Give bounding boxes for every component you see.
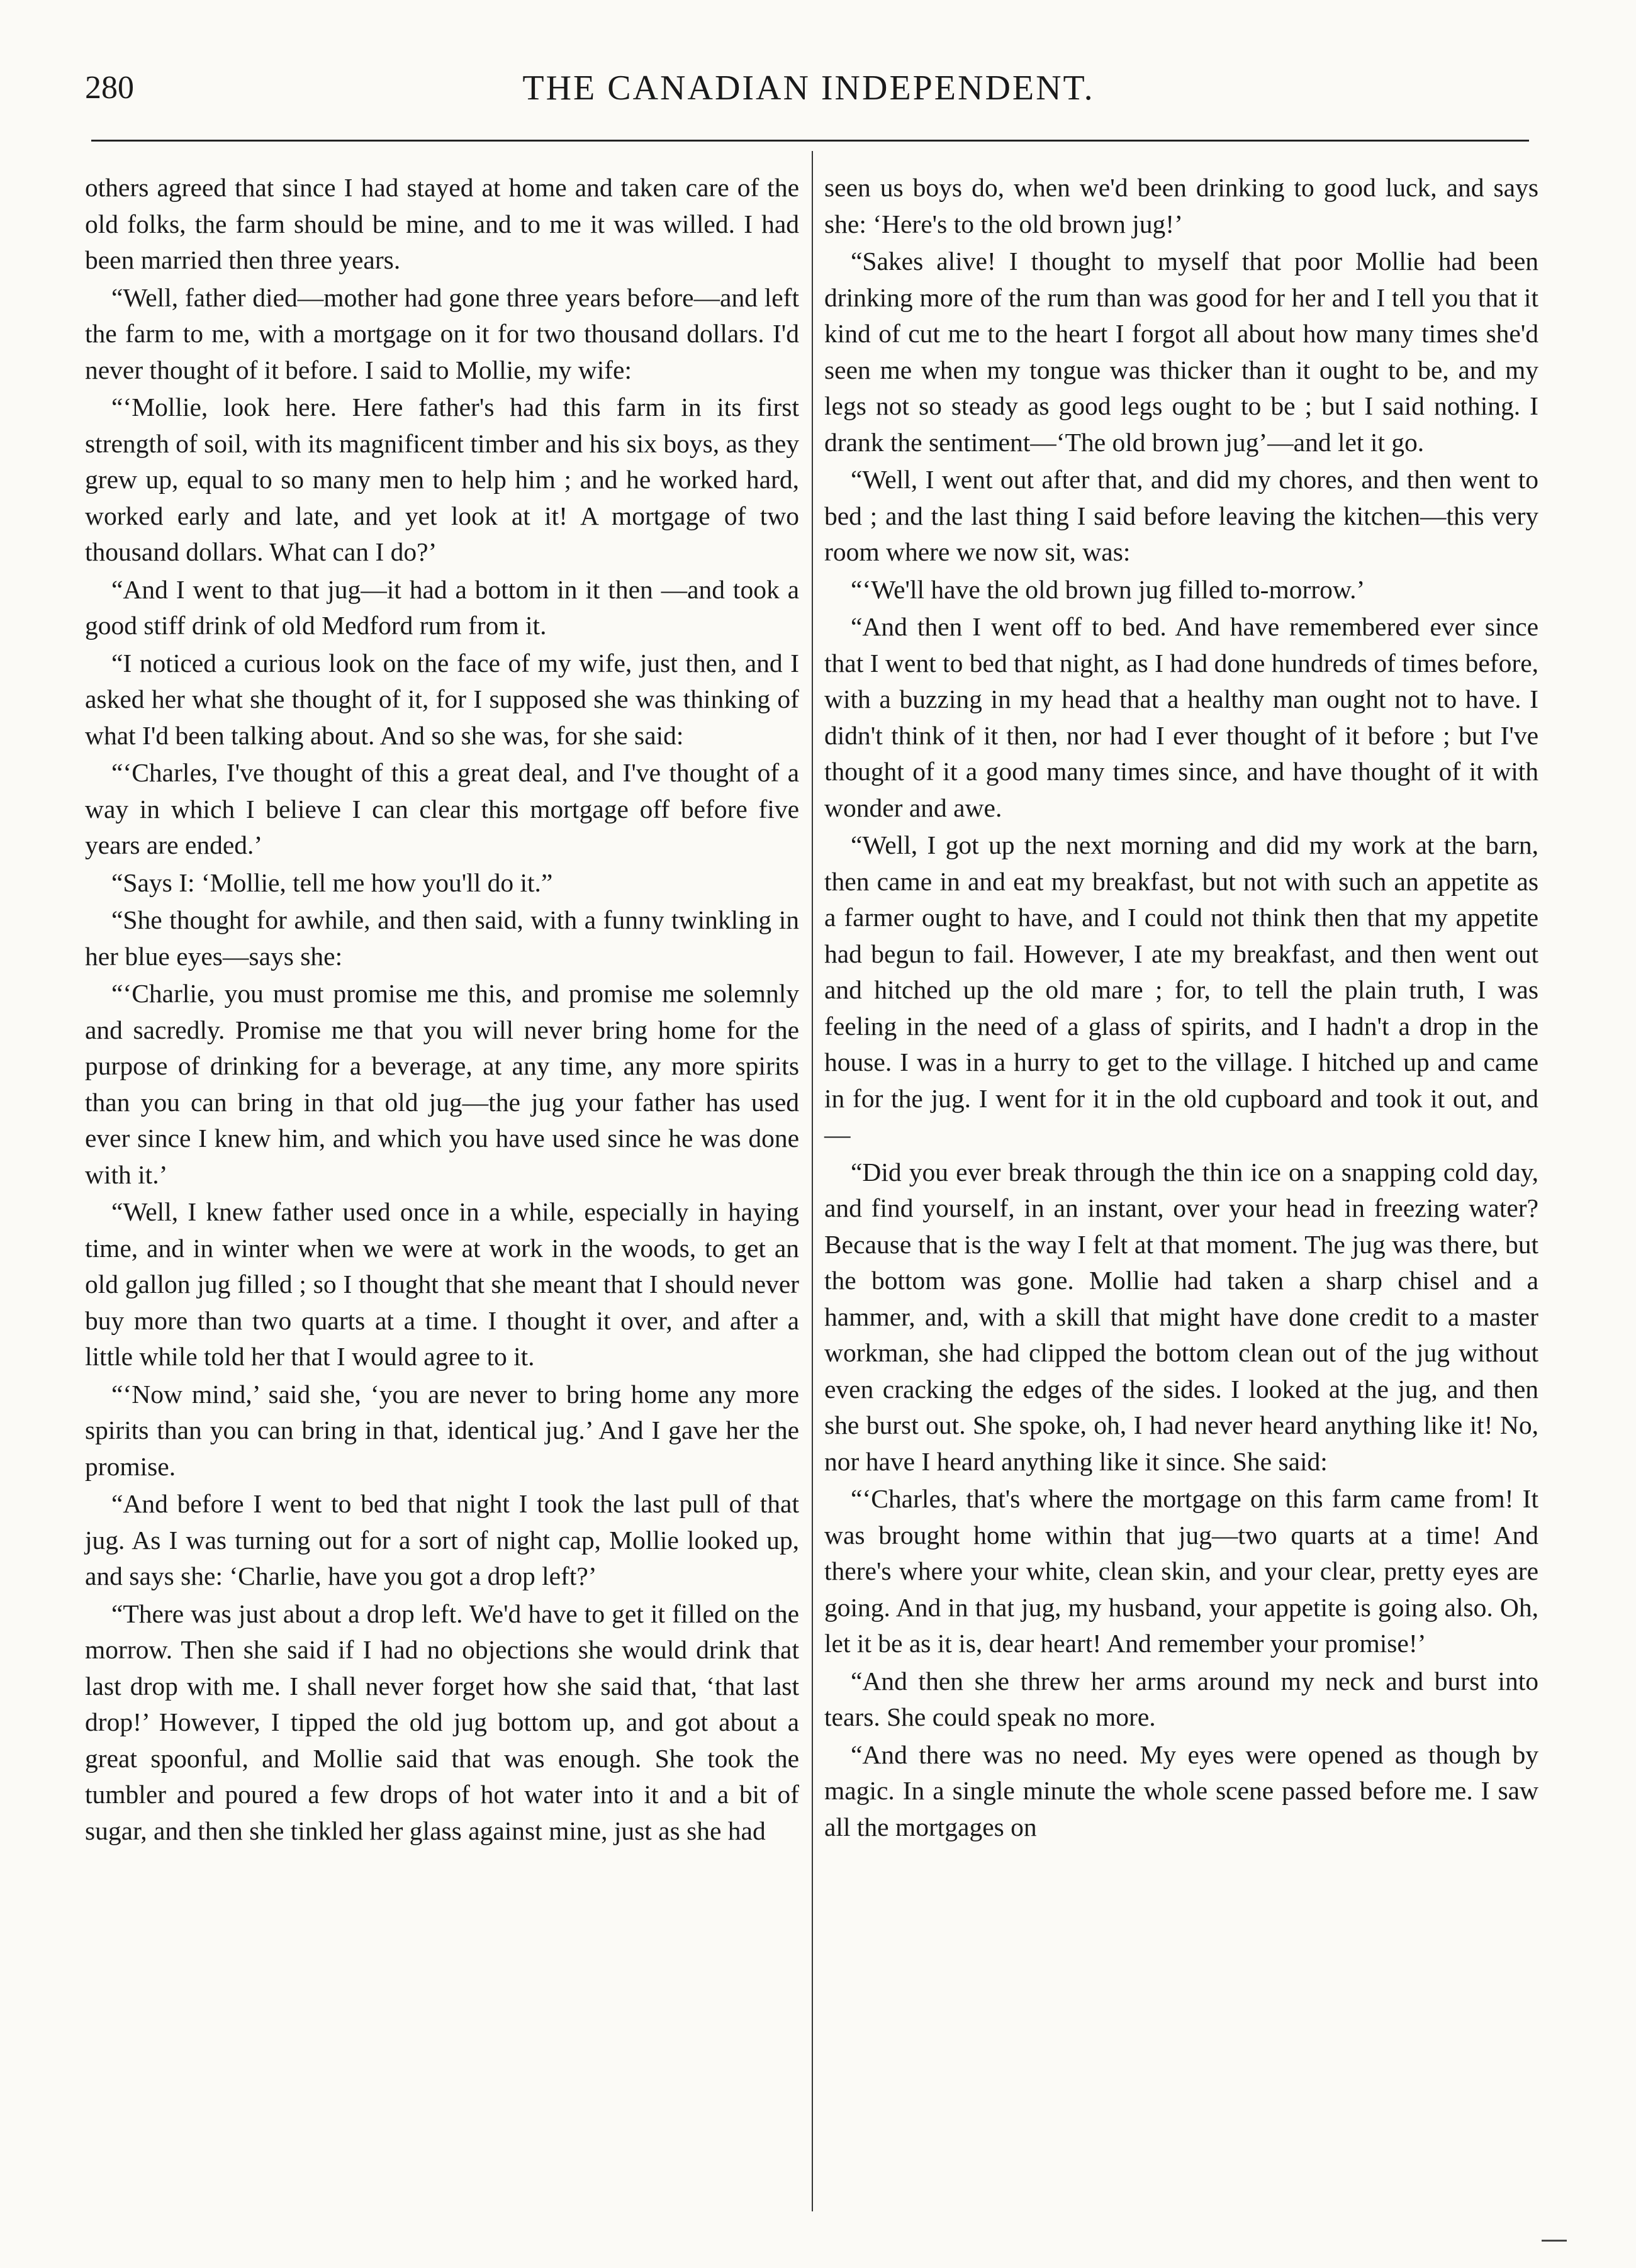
header-rule [91, 140, 1529, 142]
paragraph: “And I went to that jug—it had a bottom in it then —and took a good stiff drink of old Medford rum from it. [85, 574, 799, 640]
paragraph: “‘Now mind,’ said she, ‘you are never to bring home any more spirits than you can bring in that, identical jug.’ And I gave her the promise. [85, 1379, 799, 1481]
page-number: 280 [85, 70, 134, 106]
paragraph: “Well, I went out after that, and did my chores, and then went to bed ; and the last thing I said before leaving the kitchen—this very room where we now sit, was: [824, 465, 1538, 566]
paragraph: “And then she threw her arms around my neck and burst into tears. She could speak no more. [824, 1666, 1538, 1731]
left-column [85, 170, 799, 1850]
paragraph: “Well, I got up the next morning and did my work at the barn, then came in and eat my breakfast, but not with such an appetite as a farmer ought to have, and I could not think then that my appetite had begun to fail. However, I ate my breakfast, and then went out and hitched up the old mare ; for, to tell the plain truth, I was feeling in the need of a glass of spirits, and I hadn't a drop in the house. I was in a hurry to get to the village. I hitched up and came in for the jug. I went for it in the old cupboard and took it out, and— [824, 830, 1538, 1149]
paragraph: “I noticed a curious look on the face of my wife, just then, and I asked her what she thought of it, for I supposed she was thinking of what I'd been talking about. And so she was, for she said: [85, 648, 799, 750]
paragraph: seen us boys do, when we'd been drinking to good luck, and says she: ‘Here's to the old brown jug!’ [824, 173, 1538, 238]
paragraph: “She thought for awhile, and then said, with a funny twinkling in her blue eyes—says she: [85, 905, 799, 971]
paragraph: “Did you ever break through the thin ice on a snapping cold day, and find yourself, in an instant, over your head in freezing water? Because that is the way I felt at that moment. The jug was there, but the bottom was gone. Mollie had taken a sharp chisel and a hammer, and, with a skill that might have done credit to a master workman, she had clipped the bottom clean out of the jug without even cracking the edges of the sides. I looked at the jug, and then she burst out. She spoke, oh, I had never heard anything like it! No, nor have I heard anything like it since. She said: [824, 1157, 1538, 1476]
paragraph: “‘Charlie, you must promise me this, and promise me solemnly and sacredly. Promise me that you will never bring home for the purpose of drinking for a beverage, at any time, any more spirits than you can bring in that old jug—the jug your father has used ever since I knew him, and which you have used since he was done with it.’ [85, 979, 799, 1189]
paragraph: “And there was no need. My eyes were opened as though by magic. In a single minute the whole scene passed before me. I saw all the mortgages on [824, 1740, 1538, 1841]
paragraph: “‘Charles, that's where the mortgage on this farm came from! It was brought home within that jug—two quarts at a time! And there's where your white, clean skin, and your clear, pretty eyes are going. And in that jug, my husband, your appetite is going also. Oh, let it be as it is, dear heart! And remember your promise!’ [824, 1484, 1538, 1658]
journal-title: THE CANADIAN INDEPENDENT. [522, 69, 1095, 108]
paragraph: others agreed that since I had stayed at home and taken care of the old folks, the farm should be mine, and to me it was willed. I had been married then three years. [85, 173, 799, 274]
paragraph: “There was just about a drop left. We'd have to get it filled on the morrow. Then she said if I had no objections she would drink that last drop with me. I shall never forget how she said that, ‘that last drop!’ However, I tipped the old jug bottom up, and got about a great spoonful, and Mollie said that was enough. She took the tumbler and poured a few drops of hot water into it and a bit of sugar, and then she tinkled her glass against mine, just as she had [85, 1599, 799, 1845]
paragraph: “And then I went off to bed. And have remembered ever since that I went to bed that night, as I had done hundreds of times before, with a buzzing in my head that a healthy man ought not to have. I didn't think of it then, nor had I ever thought of it before ; but I've thought of it a good many times since, and have thought of it with wonder and awe. [824, 612, 1538, 822]
paragraph: “And before I went to bed that night I took the last pull of that jug. As I was turning out for a sort of night cap, Mollie looked up, and says she: ‘Charlie, have you got a drop left?’ [85, 1489, 799, 1590]
paragraph: “‘Charles, I've thought of this a great deal, and I've thought of a way in which I believe I can clear this mortgage off before five years are ended.’ [85, 758, 799, 859]
paragraph: “‘We'll have the old brown jug filled to-morrow.’ [851, 574, 1365, 604]
column-divider [812, 151, 813, 2211]
paragraph: “‘Mollie, look here. Here father's had this farm in its first strength of soil, with its magnificent timber and his six boys, as they grew up, equal to so many men to help him ; and he worked hard, worked early and late, and yet look at it! A mortgage of two thousand dollars. What can I do?’ [85, 393, 799, 566]
right-column [824, 170, 1538, 1846]
footer-mark [1542, 2240, 1567, 2242]
paragraph: “Well, father died—mother had gone three years before—and left the farm to me, with a mortgage on it for two thousand dollars. I'd never thought of it before. I said to Mollie, my wife: [85, 282, 799, 384]
paragraph: “Says I: ‘Mollie, tell me how you'll do it.” [111, 868, 553, 897]
paragraph: “Sakes alive! I thought to myself that poor Mollie had been drinking more of the rum than was good for her and I tell you that it kind of cut me to the heart I forgot all about how many times she'd seen me when my tongue was thicker than it ought to be, and my legs not so steady as good legs ought to be ; but I said nothing. I drank the sentiment—‘The old brown jug’—and let it go. [824, 247, 1538, 457]
page-header [85, 60, 1532, 116]
paragraph: “Well, I knew father used once in a while, especially in haying time, and in winter when we were at work in the woods, to get an old gallon jug filled ; so I thought that she meant that I should never buy more than two quarts at a time. I thought it over, and after a little while told her that I would agree to it. [85, 1197, 799, 1371]
